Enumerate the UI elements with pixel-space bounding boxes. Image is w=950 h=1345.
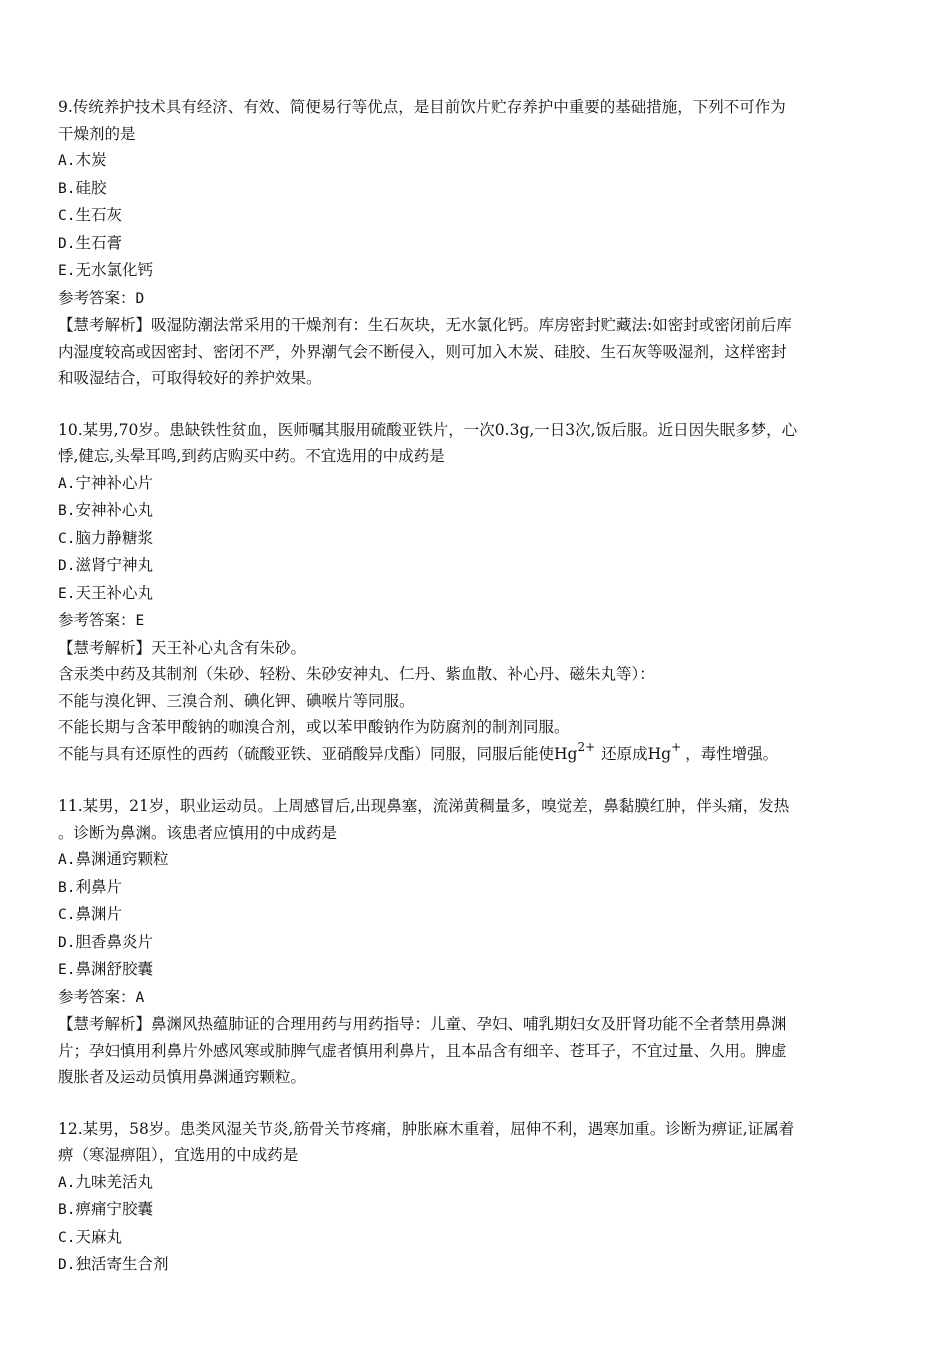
explanation-line: 不能长期与含苯甲酸钠的咖溴合剂，或以苯甲酸钠作为防腐剂的制剂同服。 (58, 718, 570, 736)
question-stem: 10.某男,70岁。患缺铁性贫血，医师嘱其服用硫酸亚铁片，一次0.3g,一日3次,饭后服。近日因失眠多梦，心 (58, 420, 798, 439)
option-d: D.生石膏 (58, 233, 122, 252)
superscript: 2+ (577, 739, 596, 754)
option-a: A.鼻渊通窍颗粒 (58, 850, 169, 868)
superscript: + (671, 739, 682, 754)
answer-value: A (135, 989, 145, 1006)
option-c: C.天麻丸 (58, 1227, 122, 1246)
option-d: D.滋肾宁神丸 (58, 556, 153, 574)
answer-line: 参考答案：E (58, 611, 145, 629)
option-e: E.鼻渊舒胶囊 (58, 960, 153, 978)
question-stem: 痹（寒湿痹阻），宜选用的中成药是 (58, 1146, 299, 1164)
option-a: A.木炭 (58, 151, 107, 169)
option-e: E.无水氯化钙 (58, 261, 153, 279)
explanation-line: 【慧考解析】鼻渊风热蕴肺证的合理用药与用药指导：儿童、孕妇、哺乳期妇女及肝肾功能不全者禁用鼻渊 (58, 1015, 787, 1033)
answer-value: E (135, 613, 145, 629)
option-b: B.痹痛宁胶囊 (58, 1200, 153, 1218)
question-9 (58, 94, 898, 392)
question-stem: 12.某男，58岁。患类风湿关节炎,筋骨关节疼痛，肿胀麻木重着，屈伸不利，遇寒加重。诊断为痹证,证属着 (58, 1119, 795, 1138)
document-page (58, 94, 898, 1304)
explanation-line: 腹胀者及运动员慎用鼻渊通窍颗粒。 (58, 1068, 307, 1086)
explanation-line: 【慧考解析】天王补心丸含有朱砂。 (58, 638, 307, 657)
option-c: C.鼻渊片 (58, 905, 122, 923)
option-b: B.硅胶 (58, 178, 107, 197)
answer-line: 参考答案：D (58, 288, 145, 307)
explanation-line: 内湿度较高或因密封、密闭不严，外界潮气会不断侵入，则可加入木炭、硅胶、生石灰等吸湿剂，这样密封 (58, 342, 787, 361)
question-10 (58, 417, 898, 769)
explanation-line: 【慧考解析】吸湿防潮法常采用的干燥剂有：生石灰块，无水氯化钙。库房密封贮藏法:如密封或密闭前后库 (58, 316, 792, 334)
option-e: E.天王补心丸 (58, 583, 153, 602)
option-a: A.九味羌活丸 (58, 1172, 153, 1191)
explanation-line: 片；孕妇慎用利鼻片外感风寒或肺脾气虚者慎用利鼻片，且本品含有细辛、苍耳子，不宜过量、久用。脾虚 (58, 1041, 787, 1060)
question-12 (58, 1116, 898, 1279)
question-stem: 。诊断为鼻渊。该患者应慎用的中成药是 (58, 823, 338, 842)
explanation-line: 含汞类中药及其制剂（朱砂、轻粉、朱砂安神丸、仁丹、紫血散、补心丹、磁朱丸等）： (58, 665, 655, 683)
answer-value: D (135, 290, 145, 307)
option-d: D.独活寄生合剂 (58, 1255, 169, 1273)
explanation-line: 不能与溴化钾、三溴合剂、碘化钾、碘喉片等同服。 (58, 691, 415, 710)
explanation-line: 不能与具有还原性的西药（硫酸亚铁、亚硝酸异戊酯）同服，同服后能使$Hg^{2+}$ 还原成Hg+ ，毒性增强。 (58, 739, 779, 763)
option-c: C.脑力静糖浆 (58, 528, 153, 547)
question-stem: 11.某男，21岁，职业运动员。上周感冒后,出现鼻塞，流涕黄稠量多，嗅觉差，鼻黏膜红肿，伴头痛，发热 (58, 797, 790, 815)
question-stem: 9.传统养护技术具有经济、有效、简便易行等优点，是目前饮片贮存养护中重要的基础措施，下列不可作为 (58, 98, 786, 116)
question-11 (58, 793, 898, 1091)
question-stem: 干燥剂的是 (58, 124, 136, 143)
option-d: D.胆香鼻炎片 (58, 932, 153, 951)
option-b: B.安神补心丸 (58, 501, 153, 519)
explanation-line: 和吸湿结合，可取得较好的养护效果。 (58, 369, 322, 387)
option-c: C.生石灰 (58, 206, 122, 224)
option-b: B.利鼻片 (58, 877, 122, 896)
answer-line: 参考答案：A (58, 987, 145, 1006)
question-stem: 悸,健忘,头晕耳鸣,到药店购买中药。不宜选用的中成药是 (58, 447, 445, 465)
option-a: A.宁神补心片 (58, 473, 153, 492)
